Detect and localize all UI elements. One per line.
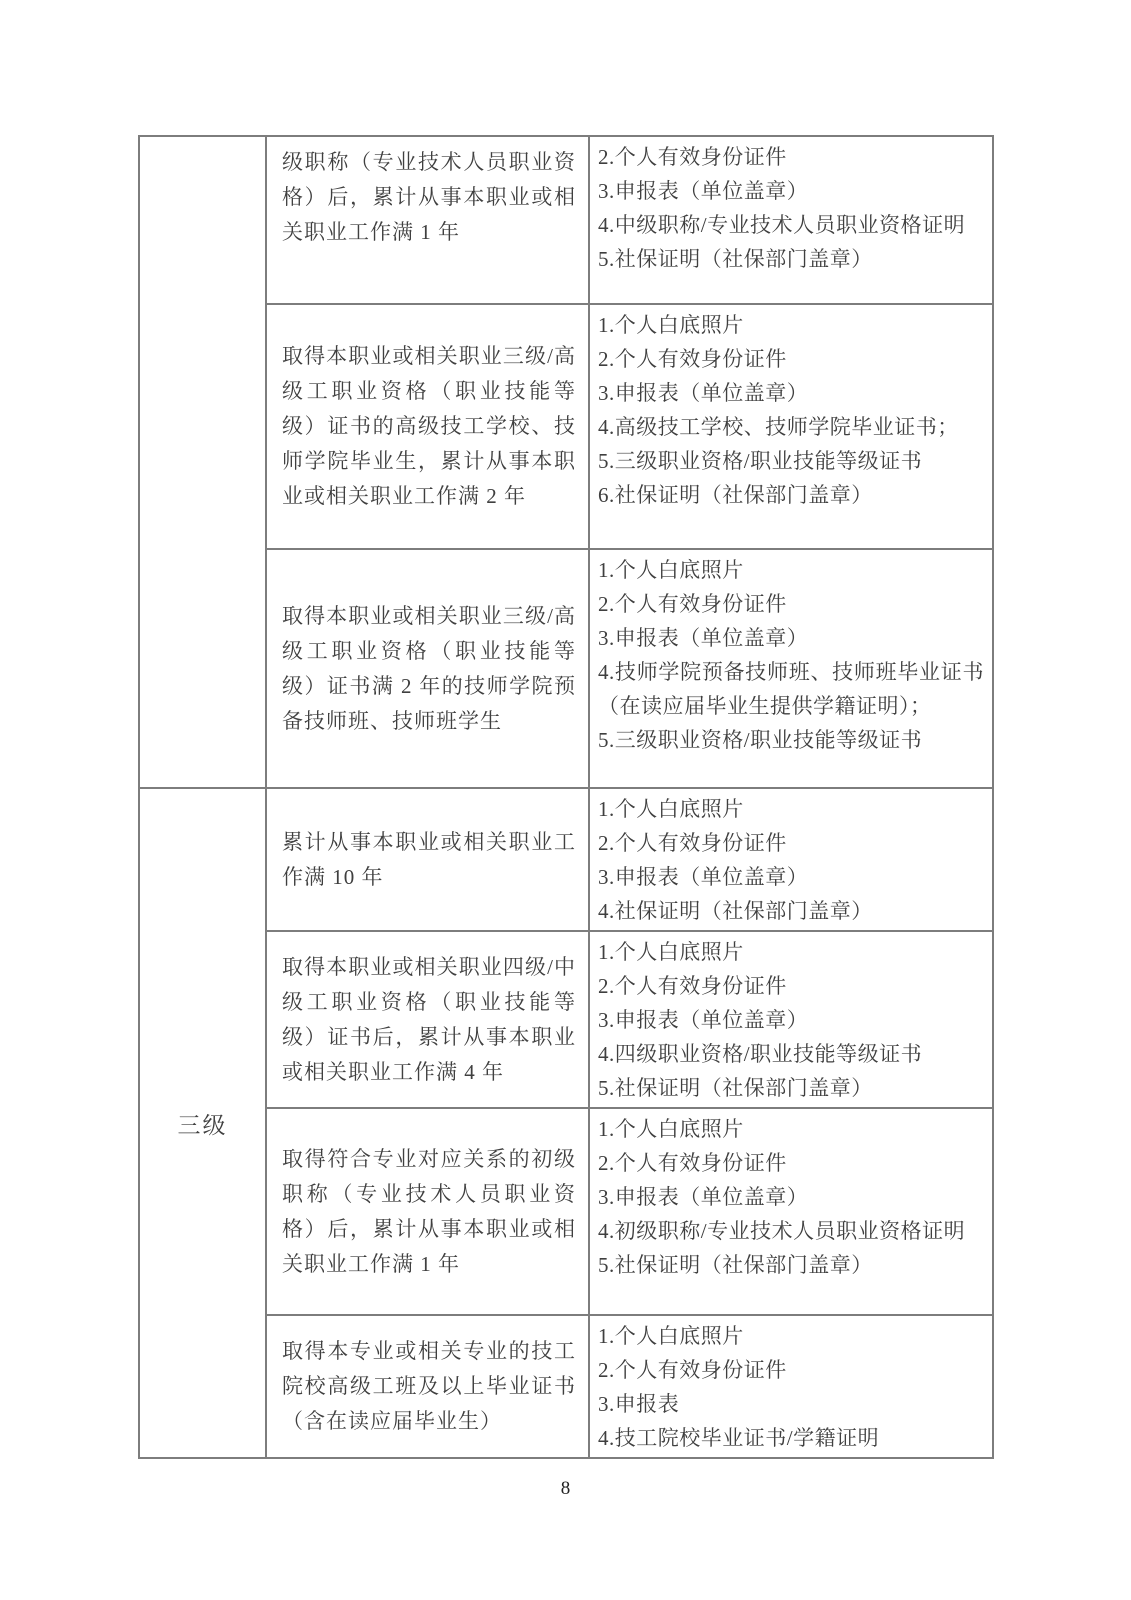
material-item: 4.四级职业资格/职业技能等级证书 [598,1042,923,1066]
level-cell-blank [139,136,266,788]
requirements-table [138,135,994,1459]
requirement-cell [266,1315,589,1458]
requirement-cell [266,788,589,931]
materials-cell [589,788,993,931]
material-item: 2.个人有效身份证件 [598,1151,787,1175]
materials-cell [589,931,993,1108]
requirement-text: 累计从事本职业或相关职业工作满 10 年 [282,829,576,889]
material-item: 2.个人有效身份证件 [598,145,787,169]
requirement-text: 取得符合专业对应关系的初级职称（专业技术人员职业资格）后，累计从事本职业或相关职业工作满 1 年 [282,1146,576,1276]
material-item: 3.申报表（单位盖章） [598,865,809,889]
materials-cell [589,304,993,549]
material-item: 5.社保证明（社保部门盖章） [598,1253,873,1277]
table-row [139,788,993,931]
material-item: 4.中级职称/专业技术人员职业资格证明 [598,213,966,237]
table-row [139,136,993,304]
material-item: 3.申报表（单位盖章） [598,1008,809,1032]
materials-cell [589,1315,993,1458]
materials-cell [589,136,993,304]
material-item: 4.初级职称/专业技术人员职业资格证明 [598,1219,966,1243]
requirement-cell [266,931,589,1108]
requirement-cell [266,549,589,788]
table-row [139,549,993,788]
materials-cell [589,1108,993,1315]
level-label: 三级 [177,1112,228,1138]
requirement-text: 取得本职业或相关职业三级/高级工职业资格（职业技能等级）证书满 2 年的技师学院预备技师班、技师班学生 [282,603,576,733]
page-number: 8 [560,1478,571,1499]
material-item: 4.社保证明（社保部门盖章） [598,899,873,923]
material-item: 4.高级技工学校、技师学院毕业证书； [598,415,959,439]
material-item: 1.个人白底照片 [598,1324,744,1348]
material-item: 2.个人有效身份证件 [598,831,787,855]
requirement-text: 取得本专业或相关专业的技工院校高级工班及以上毕业证书（含在读应届毕业生） [282,1339,576,1433]
table-row [139,304,993,549]
material-item: 3.申报表（单位盖章） [598,1185,809,1209]
material-item: 3.申报表 [598,1392,680,1416]
material-item: 1.个人白底照片 [598,313,744,337]
material-item: 5.三级职业资格/职业技能等级证书 [598,449,923,473]
table-row [139,1108,993,1315]
level-cell-sanji [139,788,266,1458]
material-item: 6.社保证明（社保部门盖章） [598,483,873,507]
material-item: 4.技工院校毕业证书/学籍证明 [598,1426,880,1450]
material-item: 4.技师学院预备技师班、技师班毕业证书（在读应届毕业生提供学籍证明）； [598,660,984,718]
material-item: 1.个人白底照片 [598,558,744,582]
table-row [139,931,993,1108]
requirement-text: 级职称（专业技术人员职业资格）后，累计从事本职业或相关职业工作满 1 年 [282,150,576,244]
table-row [139,1315,993,1458]
material-item: 2.个人有效身份证件 [598,592,787,616]
material-item: 2.个人有效身份证件 [598,1358,787,1382]
requirement-text: 取得本职业或相关职业三级/高级工职业资格（职业技能等级）证书的高级技工学校、技师学院毕业生，累计从事本职业或相关职业工作满 2 年 [282,344,576,508]
requirement-text: 取得本职业或相关职业四级/中级工职业资格（职业技能等级）证书后，累计从事本职业或相关职业工作满 4 年 [282,954,576,1084]
material-item: 3.申报表（单位盖章） [598,179,809,203]
material-item: 5.社保证明（社保部门盖章） [598,1076,873,1100]
requirement-cell [266,304,589,549]
material-item: 2.个人有效身份证件 [598,347,787,371]
material-item: 5.三级职业资格/职业技能等级证书 [598,728,923,752]
requirement-cell [266,136,589,304]
material-item: 1.个人白底照片 [598,940,744,964]
materials-cell [589,549,993,788]
requirement-cell [266,1108,589,1315]
material-item: 1.个人白底照片 [598,1117,744,1141]
material-item: 2.个人有效身份证件 [598,974,787,998]
material-item: 1.个人白底照片 [598,797,744,821]
material-item: 3.申报表（单位盖章） [598,381,809,405]
material-item: 5.社保证明（社保部门盖章） [598,247,873,271]
material-item: 3.申报表（单位盖章） [598,626,809,650]
